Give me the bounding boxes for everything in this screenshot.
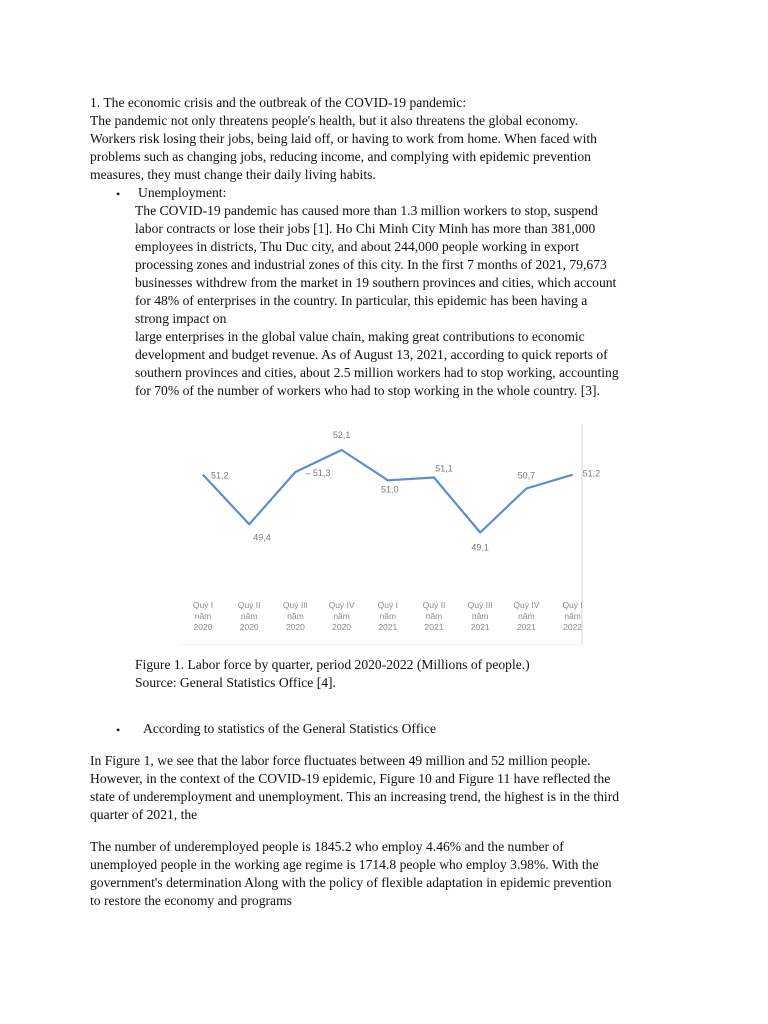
- data-label: 51,2: [582, 468, 601, 479]
- unemployment-line: The COVID-19 pandemic has caused more than 1.3 million workers to stop, suspend: [135, 203, 598, 218]
- paragraph-line: In Figure 1, we see that the labor force fluctuates between 49 million and 52 million people.: [90, 753, 591, 768]
- paragraph-line: to restore the economy and programs: [90, 893, 292, 908]
- data-label: 51,0: [381, 484, 399, 495]
- unemployment-line: processing zones and industrial zones of this city. In the first 7 months of 2021, 79,673: [135, 257, 607, 272]
- x-tick-label: Quý II năm 2020: [237, 600, 261, 632]
- unemployment-line: labor contracts or lose their jobs [1]. Ho Chi Minh City Minh has more than 381,000: [135, 221, 596, 236]
- x-tick-label: Quý I năm 2022: [562, 600, 583, 632]
- intro-line: measures, they must change their daily living habits.: [90, 167, 376, 182]
- unemployment-line: for 70% of the number of workers who had to stop working in the whole country. [3].: [135, 383, 600, 398]
- x-tick-label: Quý IV năm 2020: [328, 600, 355, 632]
- data-label: – 51,3: [305, 468, 331, 478]
- x-tick-label: Quý I năm 2020: [192, 600, 214, 632]
- bullet-icon: •: [116, 187, 121, 201]
- data-label: 51,2: [211, 470, 229, 481]
- paragraph-line: unemployed people in the working age regime is 1714.8 people who employ 3.98%. With the: [90, 857, 599, 872]
- labor-force-chart: [178, 424, 601, 645]
- statistics-title: According to statistics of the General Statistics Office: [143, 721, 437, 736]
- paragraph-line: The number of underemployed people is 1845.2 who employ 4.46% and the number of: [90, 839, 564, 854]
- x-tick-label: Quý II năm 2021: [422, 600, 446, 632]
- figure-source: Source: General Statistics Office [4].: [135, 675, 336, 690]
- unemployment-line: for 48% of enterprises in the country. In particular, this epidemic has been having a: [135, 293, 588, 308]
- paragraph-line: quarter of 2021, the: [90, 807, 198, 822]
- paragraph-line: However, in the context of the COVID-19 epidemic, Figure 10 and Figure 11 have reflected the: [90, 771, 611, 786]
- unemployment-line: development and budget revenue. As of August 13, 2021, according to quick reports of: [135, 347, 608, 362]
- data-label: 51,1: [435, 463, 453, 474]
- x-tick-label: Quý IV năm 2021: [513, 600, 540, 632]
- figure-caption: Figure 1. Labor force by quarter, period 2020-2022 (Millions of people.): [135, 657, 530, 672]
- intro-line: problems such as changing jobs, reducing income, and complying with epidemic prevention: [90, 149, 591, 164]
- section-heading: 1. The economic crisis and the outbreak of the COVID-19 pandemic:: [90, 95, 467, 110]
- paragraph-line: government's determination Along with the policy of flexible adaptation in epidemic prevention: [90, 875, 612, 890]
- chart-svg: [178, 424, 601, 644]
- x-tick-label: Quý III năm 2020: [282, 600, 308, 632]
- data-label: 50,7: [517, 470, 536, 481]
- x-tick-label: Quý I năm 2021: [377, 600, 398, 632]
- unemployment-line: strong impact on: [135, 311, 227, 326]
- unemployment-line: businesses withdrew from the market in 19 southern provinces and cities, which account: [135, 275, 617, 290]
- unemployment-line: large enterprises in the global value chain, making great contributions to economic: [135, 329, 585, 344]
- unemployment-title: Unemployment:: [138, 185, 227, 200]
- paragraph-line: state of underemployment and unemployment. This an increasing trend, the highest is in the third: [90, 789, 620, 804]
- data-label: 49,1: [471, 542, 489, 553]
- intro-line: The pandemic not only threatens people's health, but it also threatens the global economy.: [90, 113, 579, 128]
- x-tick-label: Quý III năm 2021: [467, 600, 493, 632]
- intro-line: Workers risk losing their jobs, being laid off, or having to work from home. When faced with: [90, 131, 597, 146]
- unemployment-line: southern provinces and cities, about 2.5 million workers had to stop working, accounting: [135, 365, 619, 380]
- bullet-icon: •: [116, 723, 121, 737]
- unemployment-line: employees in districts, Thu Duc city, and about 244,000 people working in export: [135, 239, 579, 254]
- data-label: 52,1: [332, 430, 351, 440]
- data-label: 49,4: [253, 532, 271, 543]
